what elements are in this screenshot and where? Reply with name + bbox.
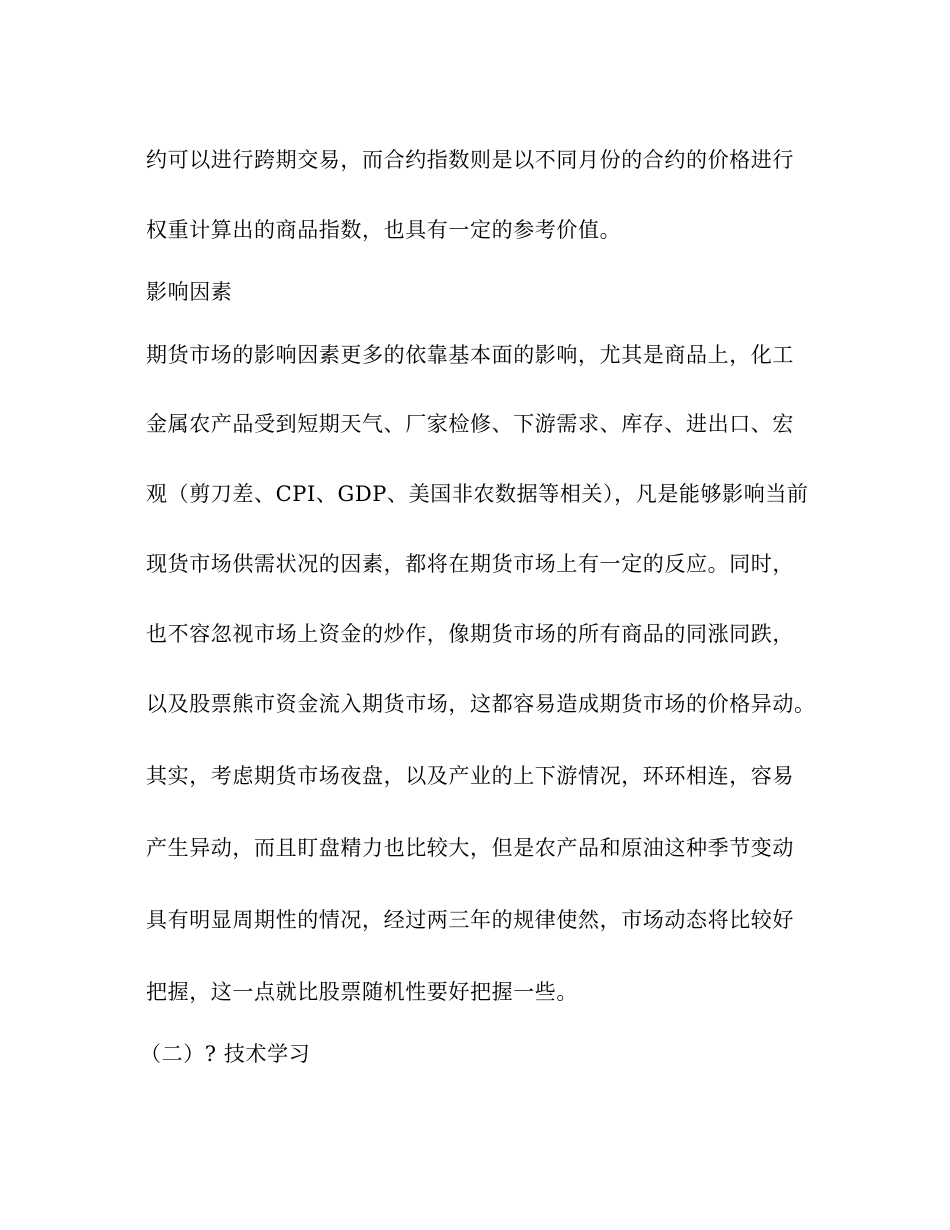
paragraph-line: 产生异动，而且盯盘精力也比较大，但是农产品和原油这种季节变动 <box>146 836 794 860</box>
section-title: （二）? 技术学习 <box>140 1042 311 1066</box>
paragraph-line: 也不容忽视市场上资金的炒作，像期货市场的所有商品的同涨同跌， <box>146 622 794 646</box>
paragraph-line: 其实，考虑期货市场夜盘，以及产业的上下游情况，环环相连，容易 <box>146 764 794 788</box>
paragraph-line: 具有明显周期性的情况，经过两三年的规律使然，市场动态将比较好 <box>146 908 794 932</box>
paragraph-line: 期货市场的影响因素更多的依靠基本面的影响，尤其是商品上，化工 <box>146 343 794 367</box>
text-line: 约可以进行跨期交易，而合约指数则是以不同月份的合约的价格进行 <box>146 148 794 172</box>
paragraph-line: 金属农产品受到短期天气、厂家检修、下游需求、库存、进出口、宏 <box>146 412 794 436</box>
paragraph-line: 以及股票熊市资金流入期货市场，这都容易造成期货市场的价格异动。 <box>146 692 816 716</box>
paragraph-line: 观（剪刀差、CPI、GDP、美国非农数据等相关），凡是能够影响当前 <box>146 482 809 506</box>
text-line: 权重计算出的商品指数，也具有一定的参考价值。 <box>146 218 622 242</box>
paragraph-line: 把握，这一点就比股票随机性要好把握一些。 <box>146 980 578 1004</box>
section-heading: 影响因素 <box>146 280 233 304</box>
paragraph-line: 现货市场供需状况的因素，都将在期货市场上有一定的反应。同时， <box>146 552 794 576</box>
